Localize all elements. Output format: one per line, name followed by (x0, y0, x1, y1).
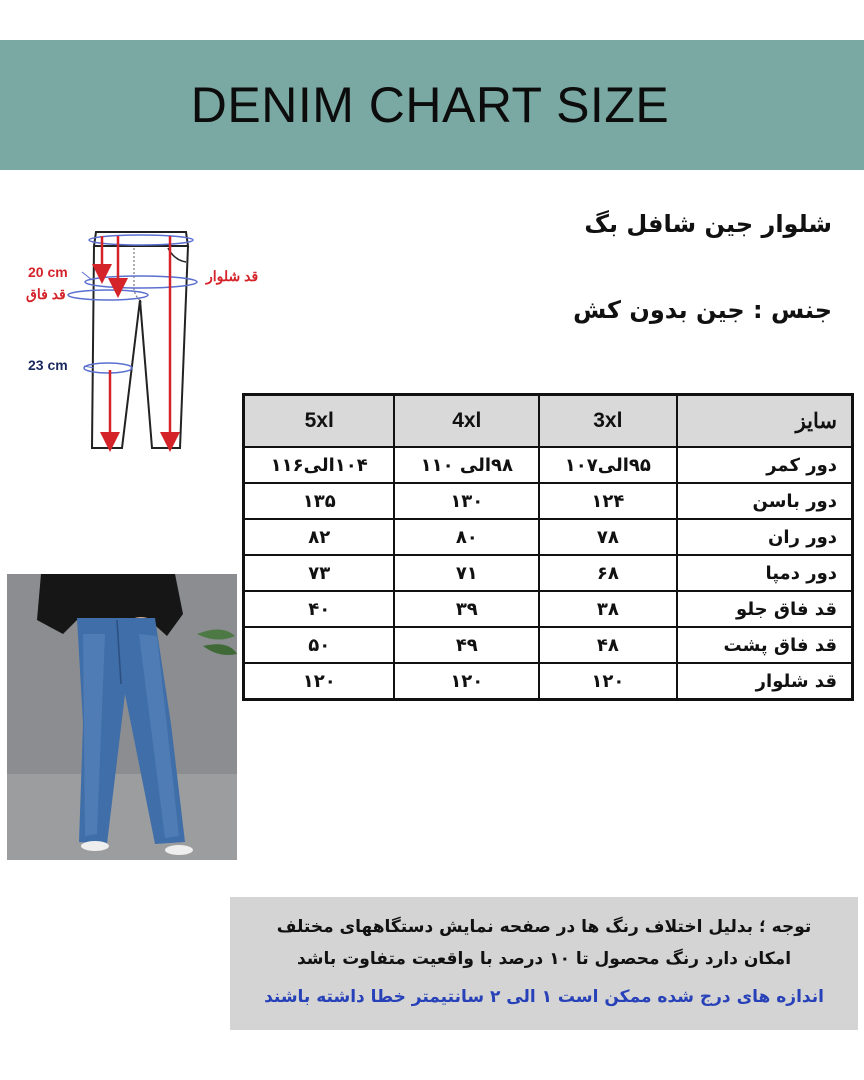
table-row (244, 447, 853, 483)
table-cell: ۱۰۴الی۱۱۶ (244, 447, 395, 483)
model-jeans-image (7, 574, 237, 860)
table-header-row (244, 395, 853, 448)
row-label-hip: دور باسن (677, 483, 853, 519)
title-banner (0, 40, 864, 170)
header-size: سایز (677, 395, 853, 448)
table-row (244, 627, 853, 663)
hem-length-label: 23 cm (28, 357, 68, 373)
rise-length-label: 20 cm (28, 264, 68, 280)
product-photo (7, 574, 237, 860)
table-cell: ۳۸ (539, 591, 676, 627)
table-cell: ۵۰ (244, 627, 395, 663)
table-cell: ۱۳۰ (394, 483, 539, 519)
header-3xl: 3xl (539, 395, 676, 448)
table-cell: ۸۲ (244, 519, 395, 555)
note-line-measurement-error: اندازه های درج شده ممکن است ۱ الی ۲ سانتیمتر خطا داشته باشند (264, 987, 824, 1007)
row-label-back-rise: قد فاق پشت (677, 627, 853, 663)
product-material: جنس : جین بدون کش (573, 296, 832, 324)
table-cell: ۷۸ (539, 519, 676, 555)
row-label-length: قد شلوار (677, 663, 853, 700)
table-cell: ۴۹ (394, 627, 539, 663)
rise-label: قد فاق (26, 286, 66, 302)
table-cell: ۱۲۴ (539, 483, 676, 519)
table-cell: ۱۲۰ (244, 663, 395, 700)
size-chart-table (242, 393, 854, 701)
table-cell: ۳۹ (394, 591, 539, 627)
table-row (244, 591, 853, 627)
row-label-hem: دور دمپا (677, 555, 853, 591)
note-line-color: توجه ؛ بدلیل اختلاف رنگ ها در صفحه نمایش دستگاههای مختلف (276, 917, 812, 937)
page-title: DENIM CHART SIZE (190, 77, 670, 133)
row-label-thigh: دور ران (677, 519, 853, 555)
table-row (244, 555, 853, 591)
row-label-waist: دور کمر (677, 447, 853, 483)
table-cell: ۶۸ (539, 555, 676, 591)
table-row (244, 663, 853, 700)
product-name: شلوار جین شافل بگ (584, 210, 832, 238)
table-cell: ۸۰ (394, 519, 539, 555)
table-cell: ۴۸ (539, 627, 676, 663)
pants-length-label: قد شلوار (206, 268, 259, 284)
table-cell: ۱۲۰ (539, 663, 676, 700)
note-line-color-percent: امکان دارد رنگ محصول تا ۱۰ درصد با واقعیت متفاوت باشد (296, 949, 792, 969)
table-cell: ۷۱ (394, 555, 539, 591)
disclaimer-note (230, 897, 858, 1030)
row-label-front-rise: قد فاق جلو (677, 591, 853, 627)
header-5xl: 5xl (244, 395, 395, 448)
table-row (244, 483, 853, 519)
table-cell: ۹۵الی۱۰۷ (539, 447, 676, 483)
table-cell: ۱۲۰ (394, 663, 539, 700)
header-4xl: 4xl (394, 395, 539, 448)
table-cell: ۴۰ (244, 591, 395, 627)
table-cell: ۱۳۵ (244, 483, 395, 519)
table-row (244, 519, 853, 555)
table-cell: ۹۸الی ۱۱۰ (394, 447, 539, 483)
table-cell: ۷۳ (244, 555, 395, 591)
